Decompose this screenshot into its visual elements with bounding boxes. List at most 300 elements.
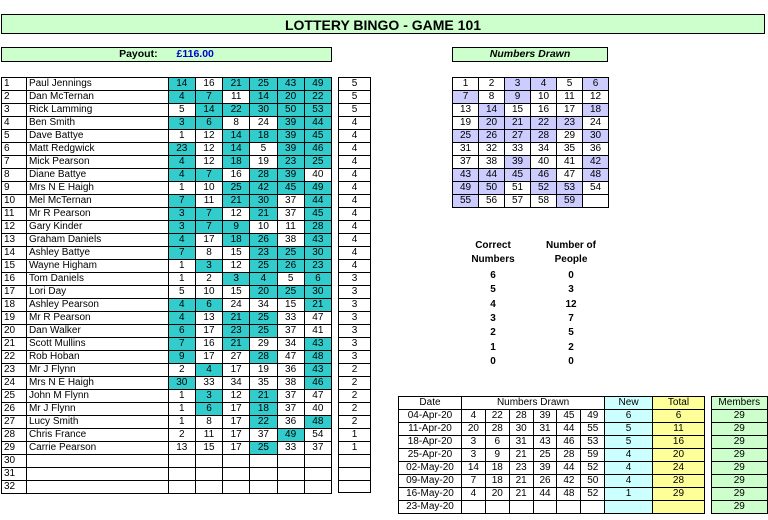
grid-number: 25 (453, 130, 479, 143)
player-number: 12 (223, 390, 250, 403)
grid-number: 19 (453, 117, 479, 130)
draw-row (399, 501, 768, 514)
player-number: 15 (277, 299, 304, 312)
grid-number: 44 (479, 169, 505, 182)
grid-number: 10 (531, 91, 557, 104)
player-number (250, 455, 277, 468)
player-row (2, 143, 332, 156)
grid-number: 56 (479, 195, 505, 208)
grid-number: 52 (531, 182, 557, 195)
player-number: 14 (223, 130, 250, 143)
grid-number: 28 (531, 130, 557, 143)
player-number: 11 (223, 91, 250, 104)
draw-number: 25 (533, 449, 557, 462)
player-number (304, 468, 331, 481)
player-number: 18 (223, 234, 250, 247)
score-row (339, 104, 371, 117)
grid-number: 43 (453, 169, 479, 182)
player-number: 49 (304, 78, 331, 91)
player-position: 23 (2, 364, 27, 377)
draw-date: 09-May-20 (399, 475, 462, 488)
grid-number: 18 (583, 104, 609, 117)
draw-number: 44 (557, 423, 581, 436)
player-row (2, 364, 332, 377)
draw-date: 18-Apr-20 (399, 436, 462, 449)
draw-row (399, 410, 768, 423)
player-position: 24 (2, 377, 27, 390)
player-number: 18 (250, 130, 277, 143)
player-name: Diane Battye (26, 169, 168, 182)
player-number: 8 (195, 247, 222, 260)
player-position: 18 (2, 299, 27, 312)
player-number: 39 (277, 169, 304, 182)
draw-number: 7 (461, 475, 485, 488)
player-score: 4 (339, 143, 371, 156)
player-number: 37 (277, 325, 304, 338)
player-score: 3 (339, 338, 371, 351)
player-number: 17 (195, 234, 222, 247)
player-number: 49 (304, 182, 331, 195)
grid-number: 36 (583, 143, 609, 156)
grid-number: 40 (531, 156, 557, 169)
grid-number: 41 (557, 156, 583, 169)
grid-number: 57 (505, 195, 531, 208)
player-number: 12 (223, 260, 250, 273)
player-name: Rick Lamming (26, 104, 168, 117)
player-number: 2 (195, 273, 222, 286)
player-name: Mrs N E Haigh (26, 377, 168, 390)
score-row (339, 273, 371, 286)
grid-row (453, 156, 609, 169)
score-row (339, 208, 371, 221)
draw-number: 18 (485, 462, 509, 475)
draw-number: 14 (461, 462, 485, 475)
player-row (2, 390, 332, 403)
draws-table (398, 396, 768, 514)
player-position: 28 (2, 429, 27, 442)
stats-correct-value: 3 (490, 312, 496, 324)
grid-number: 21 (505, 117, 531, 130)
player-score: 3 (339, 312, 371, 325)
player-number (168, 481, 195, 494)
player-row (2, 104, 332, 117)
player-number: 16 (195, 78, 222, 91)
player-number: 17 (223, 442, 250, 455)
player-position: 4 (2, 117, 27, 130)
draw-total-count: 6 (652, 410, 704, 423)
player-score: 4 (339, 156, 371, 169)
player-number: 26 (250, 234, 277, 247)
grid-number: 2 (479, 78, 505, 91)
player-score: 3 (339, 299, 371, 312)
grid-number: 33 (505, 143, 531, 156)
grid-number: 37 (453, 156, 479, 169)
player-number: 20 (277, 91, 304, 104)
score-row (339, 156, 371, 169)
draw-number (581, 501, 605, 514)
player-score: 4 (339, 234, 371, 247)
player-number: 22 (304, 91, 331, 104)
player-number: 17 (223, 364, 250, 377)
player-position: 21 (2, 338, 27, 351)
player-position: 1 (2, 78, 27, 91)
player-number: 27 (223, 351, 250, 364)
player-number: 2 (168, 429, 195, 442)
player-number (250, 481, 277, 494)
player-number: 37 (277, 403, 304, 416)
player-row (2, 416, 332, 429)
player-number: 6 (304, 273, 331, 286)
player-number: 46 (304, 143, 331, 156)
grid-row (453, 104, 609, 117)
player-number (304, 481, 331, 494)
draw-number: 55 (581, 423, 605, 436)
score-row (339, 403, 371, 416)
player-number: 26 (277, 260, 304, 273)
player-position: 22 (2, 351, 27, 364)
grid-number: 42 (583, 156, 609, 169)
player-number: 17 (195, 325, 222, 338)
grid-number: 31 (453, 143, 479, 156)
player-number: 7 (195, 221, 222, 234)
draw-number (557, 501, 581, 514)
player-position: 30 (2, 455, 27, 468)
player-position: 6 (2, 143, 27, 156)
player-number: 3 (223, 273, 250, 286)
player-number: 13 (195, 312, 222, 325)
grid-number: 27 (505, 130, 531, 143)
grid-number: 24 (583, 117, 609, 130)
player-score: 5 (339, 91, 371, 104)
player-number: 24 (250, 117, 277, 130)
draws-members-header: Members (711, 397, 767, 410)
player-name: Mr J Flynn (26, 364, 168, 377)
player-number (168, 455, 195, 468)
player-number: 23 (250, 247, 277, 260)
player-number: 25 (277, 247, 304, 260)
draw-total-count: 20 (652, 449, 704, 462)
draw-members-count: 29 (711, 449, 767, 462)
player-number: 25 (250, 78, 277, 91)
player-number: 44 (304, 117, 331, 130)
score-row (339, 364, 371, 377)
player-position: 26 (2, 403, 27, 416)
player-number (250, 468, 277, 481)
draw-number: 9 (485, 449, 509, 462)
player-position: 27 (2, 416, 27, 429)
player-number: 43 (304, 364, 331, 377)
stats-correct-value: 4 (490, 298, 496, 310)
draw-number: 44 (533, 488, 557, 501)
draw-date: 16-May-20 (399, 488, 462, 501)
player-number: 18 (250, 403, 277, 416)
player-score: 2 (339, 377, 371, 390)
player-position: 17 (2, 286, 27, 299)
player-number: 5 (168, 286, 195, 299)
player-row (2, 377, 332, 390)
draw-number (461, 501, 485, 514)
player-number: 7 (168, 247, 195, 260)
player-number: 30 (250, 195, 277, 208)
player-number: 8 (223, 117, 250, 130)
player-score: 2 (339, 416, 371, 429)
player-name: Ben Smith (26, 117, 168, 130)
grid-number: 13 (453, 104, 479, 117)
player-score: 3 (339, 325, 371, 338)
grid-number: 54 (583, 182, 609, 195)
draw-members-count: 29 (711, 410, 767, 423)
score-row (339, 91, 371, 104)
player-number: 41 (304, 325, 331, 338)
player-number: 2 (168, 364, 195, 377)
player-number: 38 (277, 234, 304, 247)
draw-number: 45 (557, 410, 581, 423)
player-number (195, 481, 222, 494)
player-number: 19 (250, 364, 277, 377)
player-number: 11 (277, 221, 304, 234)
grid-number: 20 (479, 117, 505, 130)
draw-number: 48 (557, 488, 581, 501)
player-number (277, 455, 304, 468)
grid-number: 30 (583, 130, 609, 143)
grid-number: 47 (557, 169, 583, 182)
draw-number: 46 (557, 436, 581, 449)
player-name: Wayne Higham (26, 260, 168, 273)
player-position: 13 (2, 234, 27, 247)
draw-number: 4 (461, 488, 485, 501)
player-number: 40 (304, 403, 331, 416)
player-number: 12 (195, 156, 222, 169)
player-number (304, 455, 331, 468)
player-number: 37 (304, 442, 331, 455)
score-row (339, 377, 371, 390)
draw-row (399, 475, 768, 488)
player-position: 11 (2, 208, 27, 221)
player-number: 14 (195, 104, 222, 117)
stats-correct-value: 1 (490, 341, 496, 353)
draw-number: 4 (461, 410, 485, 423)
player-number: 35 (250, 377, 277, 390)
player-position: 12 (2, 221, 27, 234)
player-number: 16 (195, 338, 222, 351)
player-number: 25 (250, 260, 277, 273)
draw-date: 23-May-20 (399, 501, 462, 514)
player-name: Dan Walker (26, 325, 168, 338)
player-number: 5 (250, 143, 277, 156)
grid-number (583, 195, 609, 208)
player-number: 24 (223, 299, 250, 312)
draw-number: 42 (557, 475, 581, 488)
grid-number: 26 (479, 130, 505, 143)
player-number: 15 (223, 247, 250, 260)
grid-number: 14 (479, 104, 505, 117)
player-score: 4 (339, 195, 371, 208)
player-number: 23 (304, 260, 331, 273)
score-row (339, 351, 371, 364)
player-row (2, 260, 332, 273)
player-number: 25 (304, 156, 331, 169)
score-row (339, 442, 371, 455)
grid-row (453, 182, 609, 195)
score-row (339, 130, 371, 143)
player-position: 19 (2, 312, 27, 325)
player-number: 1 (168, 130, 195, 143)
player-row (2, 156, 332, 169)
player-row (2, 325, 332, 338)
grid-number: 6 (583, 78, 609, 91)
draw-number: 31 (533, 423, 557, 436)
player-score: 1 (339, 429, 371, 442)
player-number: 4 (168, 312, 195, 325)
player-name: Rob Hoban (26, 351, 168, 364)
player-number: 28 (250, 169, 277, 182)
draw-number: 39 (533, 410, 557, 423)
player-number: 38 (277, 377, 304, 390)
player-number: 33 (277, 312, 304, 325)
player-row (2, 429, 332, 442)
player-score: 2 (339, 364, 371, 377)
player-number: 45 (304, 130, 331, 143)
player-number: 3 (195, 390, 222, 403)
player-number: 7 (168, 195, 195, 208)
player-number: 43 (277, 78, 304, 91)
player-name: Chris France (26, 429, 168, 442)
draw-number: 26 (533, 475, 557, 488)
draw-new-count: 4 (605, 449, 653, 462)
grid-number: 45 (505, 169, 531, 182)
player-name: Lori Day (26, 286, 168, 299)
player-name (26, 468, 168, 481)
draw-number (509, 501, 533, 514)
player-number: 43 (304, 338, 331, 351)
player-number: 14 (250, 91, 277, 104)
player-number: 11 (195, 195, 222, 208)
draw-number: 21 (509, 488, 533, 501)
player-name: John M Flynn (26, 390, 168, 403)
player-number: 1 (168, 416, 195, 429)
player-number: 17 (223, 416, 250, 429)
player-row (2, 221, 332, 234)
player-number: 47 (304, 390, 331, 403)
draw-number: 28 (485, 423, 509, 436)
player-number: 16 (223, 169, 250, 182)
player-row (2, 182, 332, 195)
player-name: Lucy Smith (26, 416, 168, 429)
score-row (339, 260, 371, 273)
draw-row (399, 436, 768, 449)
player-number: 45 (277, 182, 304, 195)
player-number: 47 (304, 312, 331, 325)
draw-members-count: 29 (711, 423, 767, 436)
player-number: 25 (277, 286, 304, 299)
grid-number: 39 (505, 156, 531, 169)
score-row (339, 117, 371, 130)
draw-date: 02-May-20 (399, 462, 462, 475)
stats-correct-value: 5 (490, 284, 496, 296)
player-number: 4 (168, 91, 195, 104)
draw-new-count: 4 (605, 462, 653, 475)
draws-date-header: Date (399, 397, 462, 410)
draw-number: 23 (509, 462, 533, 475)
stats-people-value: 2 (568, 341, 574, 353)
player-number: 53 (304, 104, 331, 117)
draw-number: 44 (557, 462, 581, 475)
player-name: Mick Pearson (26, 156, 168, 169)
grid-number: 48 (583, 169, 609, 182)
player-row (2, 481, 332, 494)
player-name: Mr R Pearson (26, 208, 168, 221)
player-row (2, 117, 332, 130)
player-position: 3 (2, 104, 27, 117)
draw-new-count (605, 501, 653, 514)
draw-number: 50 (581, 475, 605, 488)
stats-people-value: 0 (568, 270, 574, 281)
player-number: 21 (223, 78, 250, 91)
draw-number: 22 (485, 410, 509, 423)
player-number (223, 455, 250, 468)
player-row (2, 247, 332, 260)
player-number: 21 (223, 195, 250, 208)
stats-head-people: People (554, 254, 588, 265)
player-number: 21 (304, 299, 331, 312)
player-row (2, 403, 332, 416)
player-number: 25 (250, 325, 277, 338)
player-number: 10 (195, 286, 222, 299)
player-name: Carrie Pearson (26, 442, 168, 455)
grid-number: 16 (531, 104, 557, 117)
player-number: 9 (168, 351, 195, 364)
draw-total-count: 16 (652, 436, 704, 449)
player-number: 47 (277, 351, 304, 364)
player-number: 50 (277, 104, 304, 117)
stats-people-value: 5 (568, 327, 574, 339)
draw-number: 20 (461, 423, 485, 436)
draw-number: 52 (581, 488, 605, 501)
player-number: 18 (223, 156, 250, 169)
player-name: Mel McTernan (26, 195, 168, 208)
player-number: 49 (277, 429, 304, 442)
player-score: 4 (339, 208, 371, 221)
player-position: 25 (2, 390, 27, 403)
draw-total-count: 28 (652, 475, 704, 488)
player-position: 9 (2, 182, 27, 195)
stats-people-value: 12 (565, 298, 577, 310)
draw-number: 3 (461, 436, 485, 449)
player-number: 46 (304, 377, 331, 390)
score-row (339, 143, 371, 156)
player-score: 2 (339, 403, 371, 416)
draw-members-count: 29 (711, 501, 767, 514)
draw-number: 31 (509, 436, 533, 449)
player-number (195, 455, 222, 468)
stats-people-value: 3 (568, 284, 574, 296)
score-row (339, 338, 371, 351)
player-number: 36 (277, 364, 304, 377)
grid-number: 12 (583, 91, 609, 104)
grid-number: 32 (479, 143, 505, 156)
stats-people-value: 0 (568, 355, 574, 367)
grid-row (453, 117, 609, 130)
player-number: 28 (250, 351, 277, 364)
player-number: 4 (250, 273, 277, 286)
player-score: 2 (339, 390, 371, 403)
draw-total-count: 24 (652, 462, 704, 475)
player-name: Scott Mullins (26, 338, 168, 351)
player-number: 7 (195, 91, 222, 104)
draw-number: 28 (557, 449, 581, 462)
player-name: Graham Daniels (26, 234, 168, 247)
player-position: 5 (2, 130, 27, 143)
